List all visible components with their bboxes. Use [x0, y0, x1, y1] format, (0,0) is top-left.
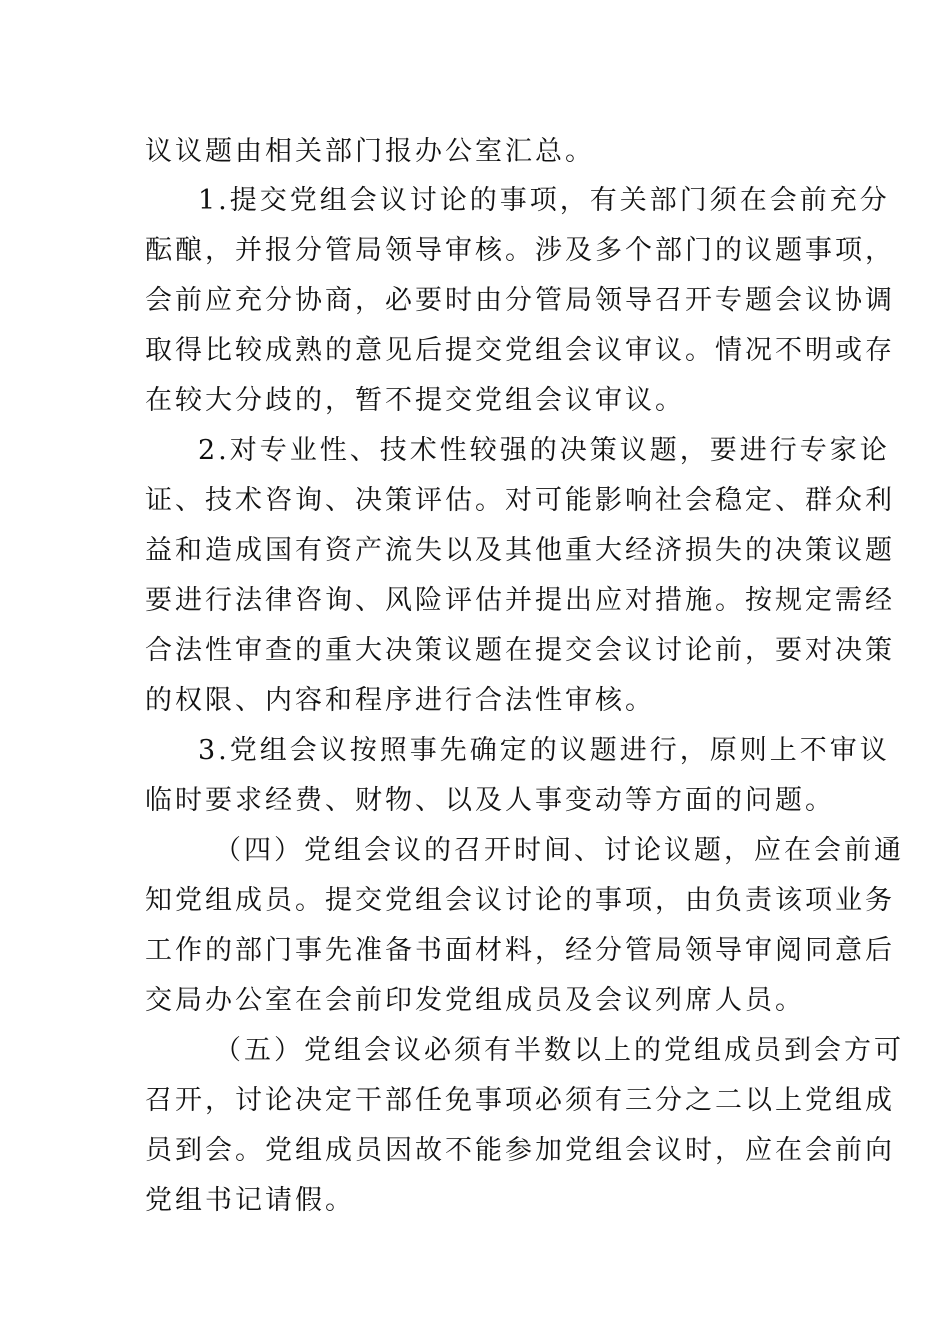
text-line: 的权限、内容和程序进行合法性审核。 — [145, 685, 655, 716]
text-line: 酝酿，并报分管局领导审核。涉及多个部门的议题事项， — [145, 235, 895, 266]
text-line: 议议题由相关部门报办公室汇总。 — [145, 136, 595, 167]
text-line: 工作的部门事先准备书面材料，经分管局领导审阅同意后 — [145, 935, 895, 966]
text-line: （四）党组会议的召开时间、讨论议题，应在会前通 — [214, 835, 904, 866]
text-line: 合法性审查的重大决策议题在提交会议讨论前，要对决策 — [145, 635, 895, 666]
text-line: 党组书记请假。 — [145, 1185, 355, 1216]
text-line: 1.提交党组会议讨论的事项，有关部门须在会前充分 — [198, 185, 890, 216]
text-line: 3.党组会议按照事先确定的议题进行，原则上不审议 — [198, 735, 890, 766]
text-line: 交局办公室在会前印发党组成员及会议列席人员。 — [145, 985, 805, 1016]
text-line: 员到会。党组成员因故不能参加党组会议时，应在会前向 — [145, 1135, 895, 1166]
text-line: 益和造成国有资产流失以及其他重大经济损失的决策议题 — [145, 535, 895, 566]
text-line: 召开，讨论决定干部任免事项必须有三分之二以上党组成 — [145, 1085, 895, 1116]
text-line: 2.对专业性、技术性较强的决策议题，要进行专家论 — [198, 435, 890, 466]
text-line: （五）党组会议必须有半数以上的党组成员到会方可 — [214, 1035, 904, 1066]
text-line: 会前应充分协商，必要时由分管局领导召开专题会议协调 — [145, 285, 895, 316]
text-line: 证、技术咨询、决策评估。对可能影响社会稳定、群众利 — [145, 485, 895, 516]
text-line: 取得比较成熟的意见后提交党组会议审议。情况不明或存 — [145, 335, 895, 366]
text-line: 知党组成员。提交党组会议讨论的事项，由负责该项业务 — [145, 885, 895, 916]
text-line: 要进行法律咨询、风险评估并提出应对措施。按规定需经 — [145, 585, 895, 616]
text-line: 临时要求经费、财物、以及人事变动等方面的问题。 — [145, 785, 835, 816]
text-line: 在较大分歧的，暂不提交党组会议审议。 — [145, 385, 685, 416]
